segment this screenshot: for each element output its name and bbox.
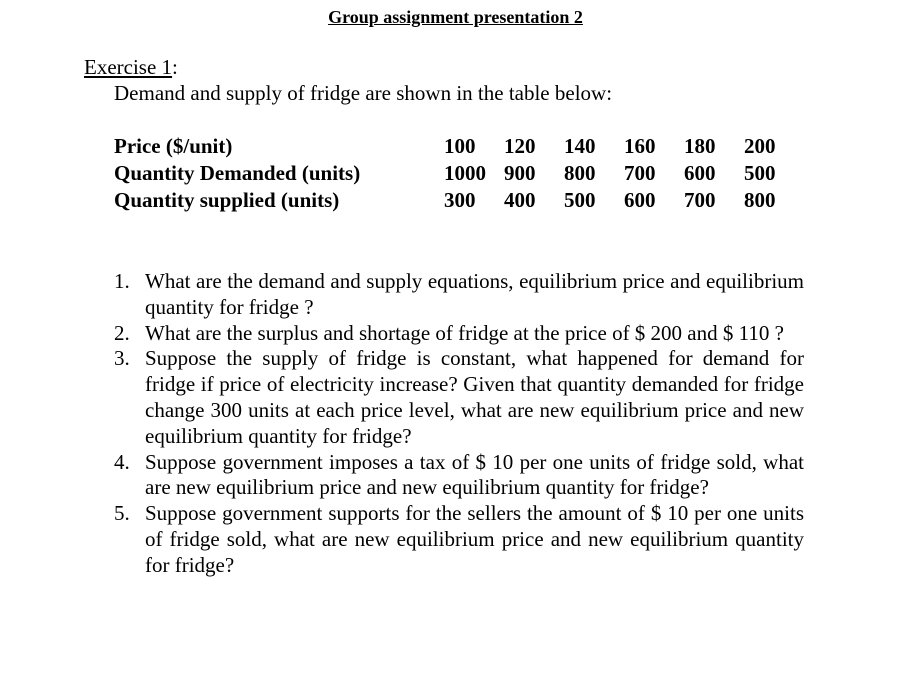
table-cell: 160 [624,134,656,158]
table-row-quantity-supplied [114,187,794,214]
question-number: 5. [114,501,130,526]
question-text: Suppose the supply of fridge is constant, what happened for demand for fridge if price of electricity increase? Given that quantity demanded for fridge change 300 units at each price level, what are new equilibrium price and new equilibrium quantity for fridge? [145,346,804,448]
table-cell: 600 [684,161,716,185]
exercise-colon: : [172,55,178,79]
question-text: Suppose government supports for the sellers the amount of $ 10 per one units of fridge sold, what are new equilibrium price and new equilibrium quantity for fridge? [145,501,804,577]
row-label: Price ($/unit) [114,134,233,158]
table-cell: 600 [624,188,656,212]
table-cell: 800 [564,161,596,185]
question-item [114,501,804,578]
table-cell: 400 [504,188,536,212]
table-cell: 200 [744,134,776,158]
question-text: What are the demand and supply equations, equilibrium price and equilibrium quantity for fridge ? [145,269,804,319]
table-cell: 900 [504,161,536,185]
table-row-price [114,133,794,160]
exercise-label: Exercise 1 [84,55,173,79]
exercise-intro: Demand and supply of fridge are shown in the table below: [114,81,613,105]
question-number: 2. [114,320,130,345]
demand-supply-table [114,133,794,214]
question-item [114,269,804,321]
table-cell: 300 [444,188,476,212]
question-item [114,346,804,449]
question-list [114,269,804,579]
table-cell: 500 [564,188,596,212]
table-cell: 100 [444,134,476,158]
table-cell: 500 [744,161,776,185]
table-cell: 800 [744,188,776,212]
question-item [114,321,804,347]
page-title: Group assignment presentation 2 [328,7,583,27]
row-label: Quantity supplied (units) [114,188,340,212]
table-cell: 140 [564,134,596,158]
exercise-heading [84,55,178,79]
question-number: 1. [114,269,130,293]
question-item [114,450,804,502]
row-label: Quantity Demanded (units) [114,161,361,185]
question-number: 3. [114,346,130,371]
table-cell: 700 [684,188,716,212]
table-cell: 120 [504,134,536,158]
question-text: What are the surplus and shortage of fridge at the price of $ 200 and $ 110 ? [145,320,784,345]
question-text: Suppose government imposes a tax of $ 10 per one units of fridge sold, what are new equilibrium price and new equilibrium quantity for fridge? [145,449,804,500]
table-row-quantity-demanded [114,160,794,187]
question-number: 4. [114,449,130,474]
table-cell: 1000 [444,161,486,185]
table-cell: 700 [624,161,656,185]
table-cell: 180 [684,134,716,158]
